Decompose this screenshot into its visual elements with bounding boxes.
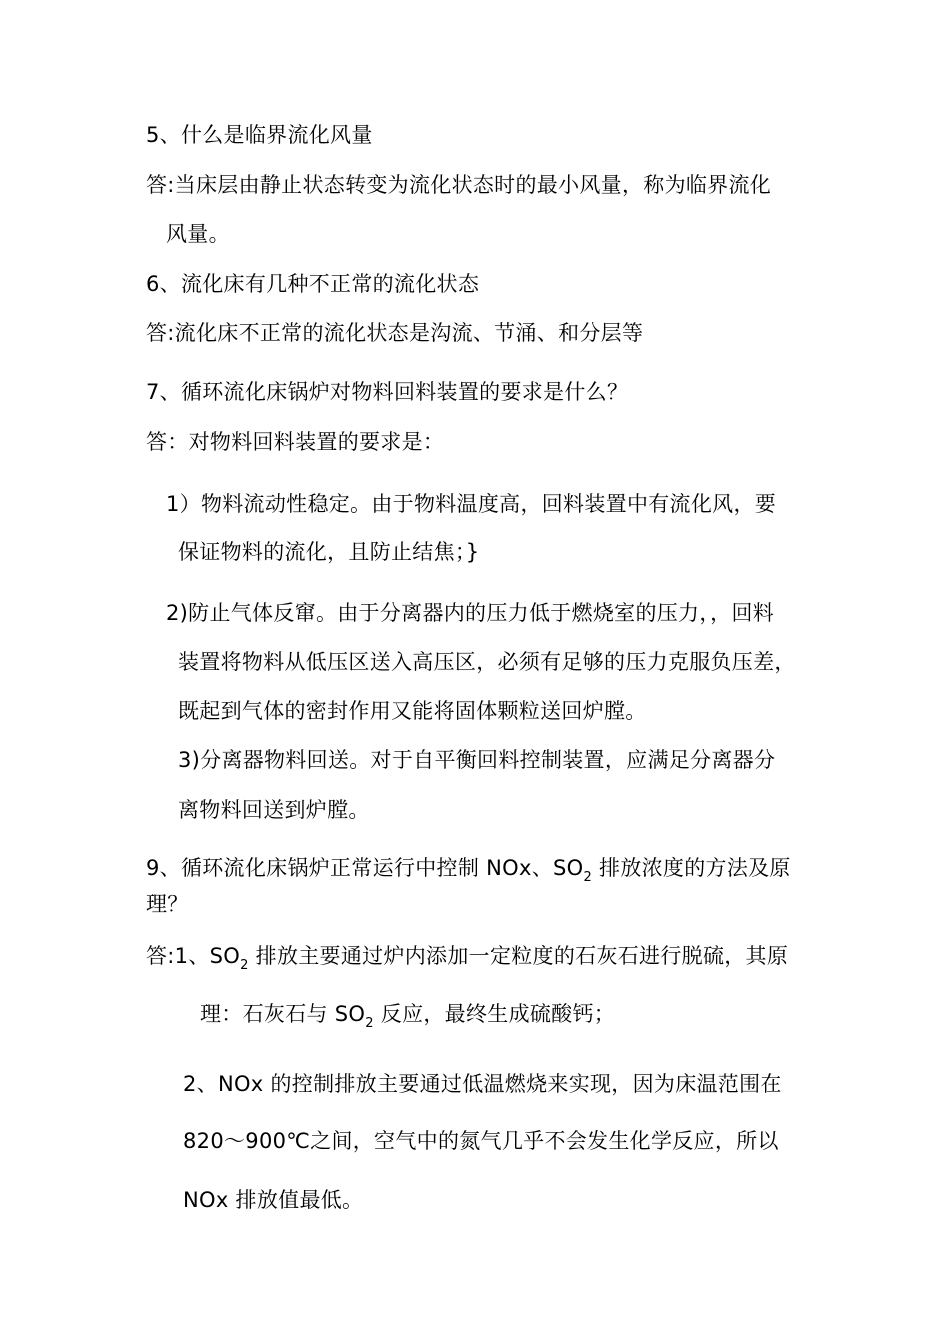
answer-7-item-3-line-2: 离物料回送到炉膛。 xyxy=(178,798,370,822)
answer-7-item-2-line-2: 装置将物料从低压区送入高压区，必须有足够的压力克服负压差， xyxy=(178,650,796,674)
answer-9-item-2-line-2: 820～900℃之间，空气中的氮气几乎不会发生化学反应，所以 xyxy=(183,1129,779,1153)
answer-9-item-2-line-1: 2、NOx 的控制排放主要通过低温燃烧来实现，因为床温范围在 xyxy=(183,1072,782,1096)
question-9-text-b: 排放浓度的方法及原 xyxy=(592,856,791,880)
answer-5-line-2: 风量。 xyxy=(166,222,230,246)
answer-7-item-2-line-1: 2)防止气体反窜。由于分离器内的压力低于燃烧室的压力，，回料 xyxy=(166,601,775,625)
answer-9-text-c: 理：石灰石与 SO xyxy=(200,1002,366,1026)
answer-7-item-3-line-1: 3)分离器物料回送。对于自平衡回料控制装置，应满足分离器分 xyxy=(178,748,776,772)
subscript-2: 2 xyxy=(365,1016,374,1031)
question-9-line-2: 理？ xyxy=(146,892,189,916)
question-7: 7、循环流化床锅炉对物料回料装置的要求是什么？ xyxy=(146,380,629,404)
answer-5-line-1: 答:当床层由静止状态转变为流化状态时的最小风量，称为临界流化 xyxy=(146,173,772,197)
answer-6: 答:流化床不正常的流化状态是沟流、节涌、和分层等 xyxy=(146,321,644,345)
question-5: 5、什么是临界流化风量 xyxy=(146,123,373,147)
answer-9-item-1-line-1 xyxy=(146,943,789,973)
subscript-2: 2 xyxy=(583,870,593,885)
answer-7-item-2-line-3: 既起到气体的密封作用又能将固体颗粒送回炉膛。 xyxy=(178,699,647,723)
answer-9-item-2-line-3: NOx 排放值最低。 xyxy=(183,1188,364,1212)
subscript-2: 2 xyxy=(240,958,249,973)
answer-7-intro: 答：对物料回料装置的要求是： xyxy=(146,430,445,454)
answer-7-item-1-line-2: 保证物料的流化，且防止结焦；} xyxy=(178,540,480,564)
answer-7-item-1-line-1: 1）物料流动性稳定。由于物料温度高，回料装置中有流化风，要 xyxy=(166,492,777,516)
question-6: 6、流化床有几种不正常的流化状态 xyxy=(146,272,480,296)
question-9-text-a: 9、循环流化床锅炉正常运行中控制 NOx、SO xyxy=(146,856,584,880)
answer-9-text-b: 排放主要通过炉内添加一定粒度的石灰石进行脱硫，其原 xyxy=(248,944,789,968)
answer-9-text-a: 答:1、SO xyxy=(146,944,241,968)
question-9-line-1 xyxy=(146,855,791,885)
answer-9-text-d: 反应，最终生成硫酸钙； xyxy=(373,1002,616,1026)
answer-9-item-1-line-2 xyxy=(200,1001,616,1031)
